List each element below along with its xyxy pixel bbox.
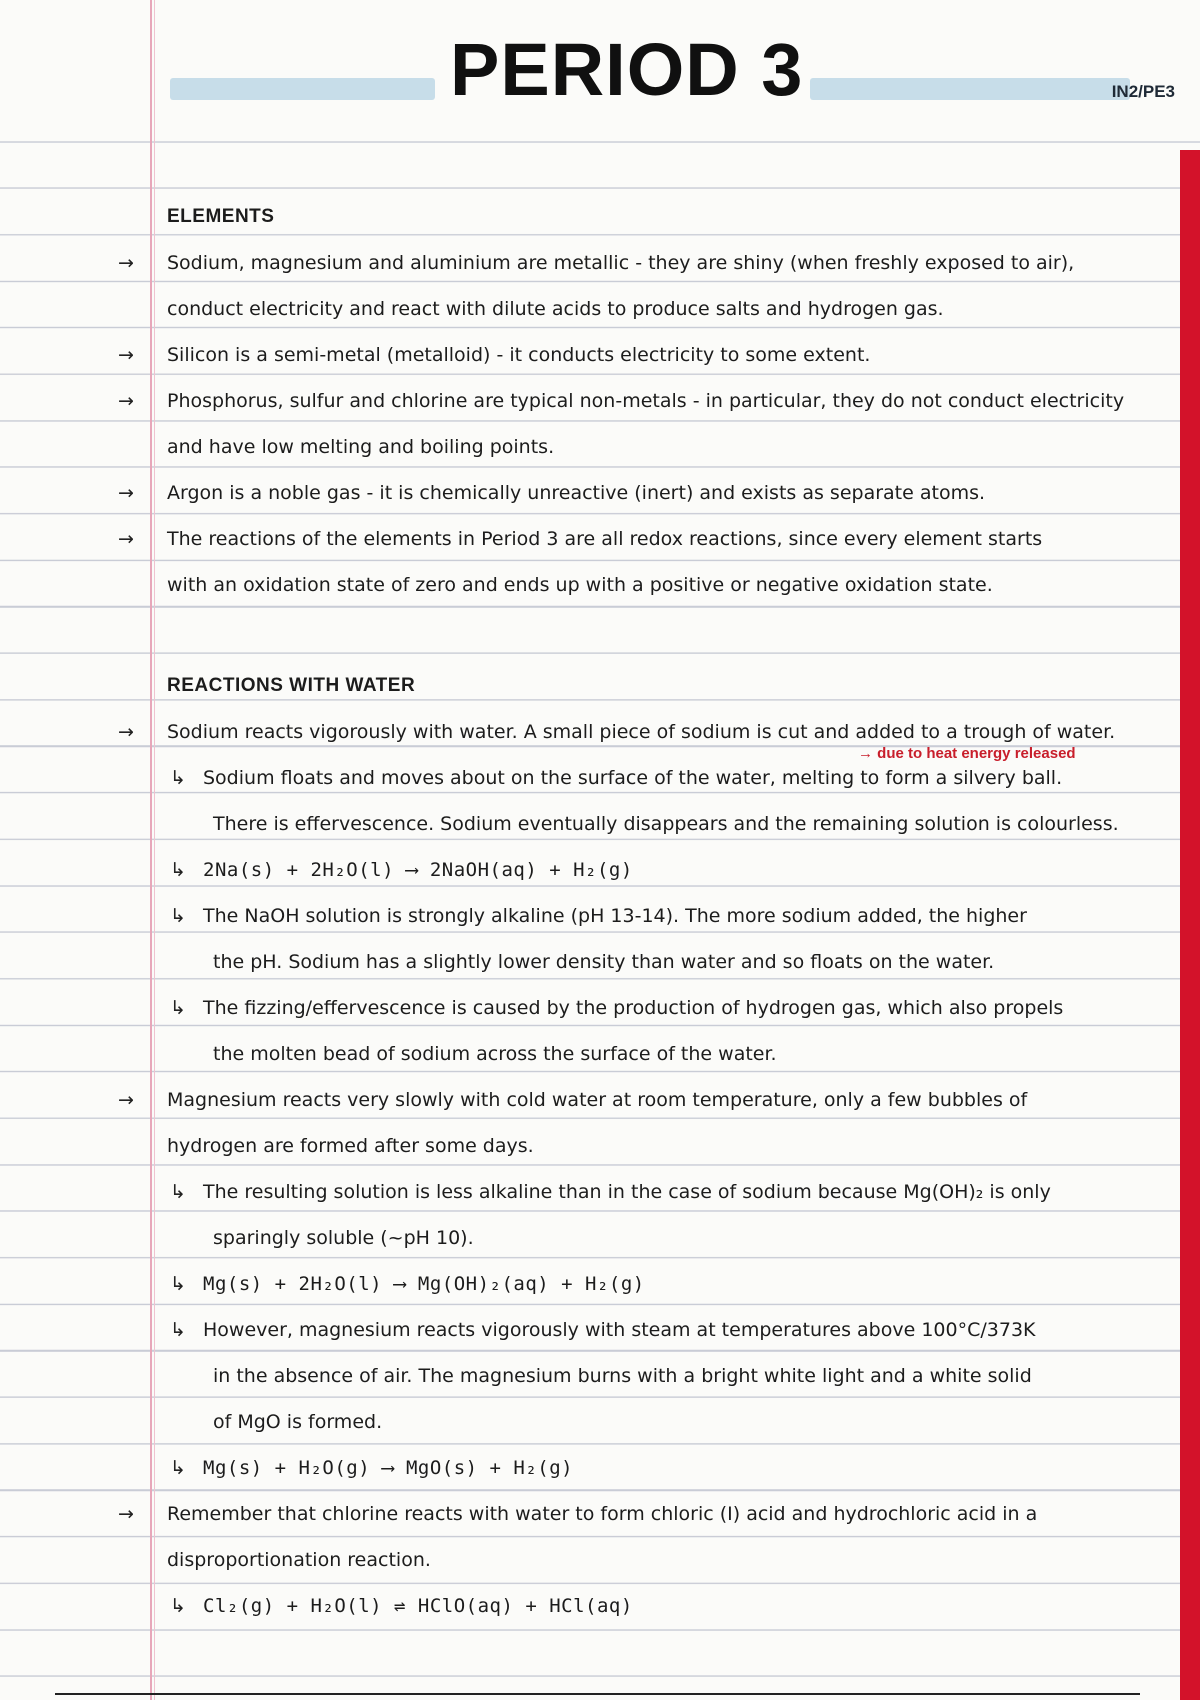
section-heading-elements <box>0 194 1180 240</box>
note-text: The resulting solution is less alkaline than in the case of sodium because Mg(OH)₂ is only <box>203 1181 1051 1203</box>
bullet-arrow-icon: → <box>118 482 134 504</box>
hook-arrow-icon: ↳ <box>170 1181 186 1203</box>
note-subline <box>0 1399 1180 1445</box>
hook-arrow-icon: ↳ <box>170 859 186 881</box>
note-line <box>0 1077 1180 1123</box>
section-heading-water <box>0 663 1180 709</box>
note-text: the molten bead of sodium across the surface of the water. <box>213 1043 777 1065</box>
note-text: The fizzing/effervescence is caused by the production of hydrogen gas, which also propels <box>203 997 1064 1019</box>
note-subline <box>0 1215 1180 1261</box>
note-line <box>0 1123 1180 1169</box>
bullet-arrow-icon: → <box>118 721 134 743</box>
equation-text: Mg(s) + 2H₂O(l) ⟶ Mg(OH)₂(aq) + H₂(g) <box>203 1273 645 1295</box>
note-text: with an oxidation state of zero and ends up with a positive or negative oxidation state. <box>167 574 993 596</box>
equation-line <box>0 1583 1180 1629</box>
note-text: Argon is a noble gas - it is chemically unreactive (inert) and exists as separate atoms. <box>167 482 986 504</box>
page-reference: IN2/PE3 <box>1111 82 1175 101</box>
bullet-arrow-icon: → <box>118 344 134 366</box>
note-line <box>0 562 1180 608</box>
heading-text: ELEMENTS <box>167 206 275 227</box>
note-text: However, magnesium reacts vigorously with steam at temperatures above 100°C/373K <box>203 1319 1036 1341</box>
note-text: disproportionation reaction. <box>167 1549 431 1571</box>
note-text: in the absence of air. The magnesium burns with a bright white light and a white solid <box>213 1365 1032 1387</box>
equation-text: Mg(s) + H₂O(g) ⟶ MgO(s) + H₂(g) <box>203 1457 574 1479</box>
bullet-arrow-icon: → <box>118 390 134 412</box>
title-highlight-right <box>810 78 1130 100</box>
page-title: PERIOD 3 <box>450 28 804 111</box>
equation-line <box>0 847 1180 893</box>
title-area <box>165 20 1175 120</box>
note-text: Magnesium reacts very slowly with cold water at room temperature, only a few bubbles of <box>167 1089 1028 1111</box>
note-line <box>0 378 1180 424</box>
heading-text: REACTIONS WITH WATER <box>167 675 416 696</box>
note-subline <box>0 1031 1180 1077</box>
note-subline <box>0 939 1180 985</box>
hook-arrow-icon: ↳ <box>170 767 186 789</box>
note-text: There is effervescence. Sodium eventually disappears and the remaining solution is colourless. <box>213 813 1119 835</box>
note-text: sparingly soluble (~pH 10). <box>213 1227 474 1249</box>
note-line <box>0 286 1180 332</box>
hook-arrow-icon: ↳ <box>170 997 186 1019</box>
note-text: Sodium floats and moves about on the surface of the water, melting to form a silvery ball. <box>203 767 1063 789</box>
note-text: the pH. Sodium has a slightly lower density than water and so floats on the water. <box>213 951 995 973</box>
note-text: hydrogen are formed after some days. <box>167 1135 534 1157</box>
hook-arrow-icon: ↳ <box>170 1273 186 1295</box>
equation-text: Cl₂(g) + H₂O(l) ⇌ HClO(aq) + HCl(aq) <box>203 1595 633 1617</box>
note-line <box>0 1537 1180 1583</box>
equation-line <box>0 1445 1180 1491</box>
page-edge-strip <box>1180 150 1200 1700</box>
bullet-arrow-icon: → <box>118 528 134 550</box>
hook-arrow-icon: ↳ <box>170 905 186 927</box>
note-line <box>0 424 1180 470</box>
equation-line <box>0 1261 1180 1307</box>
note-text: conduct electricity and react with dilute acids to produce salts and hydrogen gas. <box>167 298 944 320</box>
note-line <box>0 516 1180 562</box>
annotation-text: → due to heat energy released <box>858 745 1076 762</box>
equation-text: 2Na(s) + 2H₂O(l) ⟶ 2NaOH(aq) + H₂(g) <box>203 859 633 881</box>
note-subline <box>0 985 1180 1031</box>
note-subline <box>0 1307 1180 1353</box>
bullet-arrow-icon: → <box>118 1503 134 1525</box>
note-line <box>0 1491 1180 1537</box>
note-text: The NaOH solution is strongly alkaline (pH 13-14). The more sodium added, the higher <box>203 905 1027 927</box>
bottom-rule <box>55 1693 1140 1695</box>
note-text: Remember that chlorine reacts with water to form chloric (I) acid and hydrochloric acid in a <box>167 1503 1038 1525</box>
note-subline <box>0 1353 1180 1399</box>
note-subline <box>0 755 1180 801</box>
note-text: Silicon is a semi-metal (metalloid) - it conducts electricity to some extent. <box>167 344 871 366</box>
note-text: Sodium, magnesium and aluminium are metallic - they are shiny (when freshly exposed to air), <box>167 252 1075 274</box>
title-highlight-left <box>170 78 435 100</box>
note-line <box>0 470 1180 516</box>
hook-arrow-icon: ↳ <box>170 1319 186 1341</box>
note-text: Phosphorus, sulfur and chlorine are typical non-metals - in particular, they do not conduct electricity <box>167 390 1125 412</box>
note-line <box>0 332 1180 378</box>
note-text: Sodium reacts vigorously with water. A small piece of sodium is cut and added to a trough of water. <box>167 721 1116 743</box>
note-line <box>0 240 1180 286</box>
note-subline <box>0 893 1180 939</box>
hook-arrow-icon: ↳ <box>170 1457 186 1479</box>
note-text: The reactions of the elements in Period 3 are all redox reactions, since every element starts <box>167 528 1043 550</box>
note-subline <box>0 801 1180 847</box>
hook-arrow-icon: ↳ <box>170 1595 186 1617</box>
note-text: of MgO is formed. <box>213 1411 383 1433</box>
bullet-arrow-icon: → <box>118 252 134 274</box>
bullet-arrow-icon: → <box>118 1089 134 1111</box>
note-text: and have low melting and boiling points. <box>167 436 555 458</box>
note-subline <box>0 1169 1180 1215</box>
